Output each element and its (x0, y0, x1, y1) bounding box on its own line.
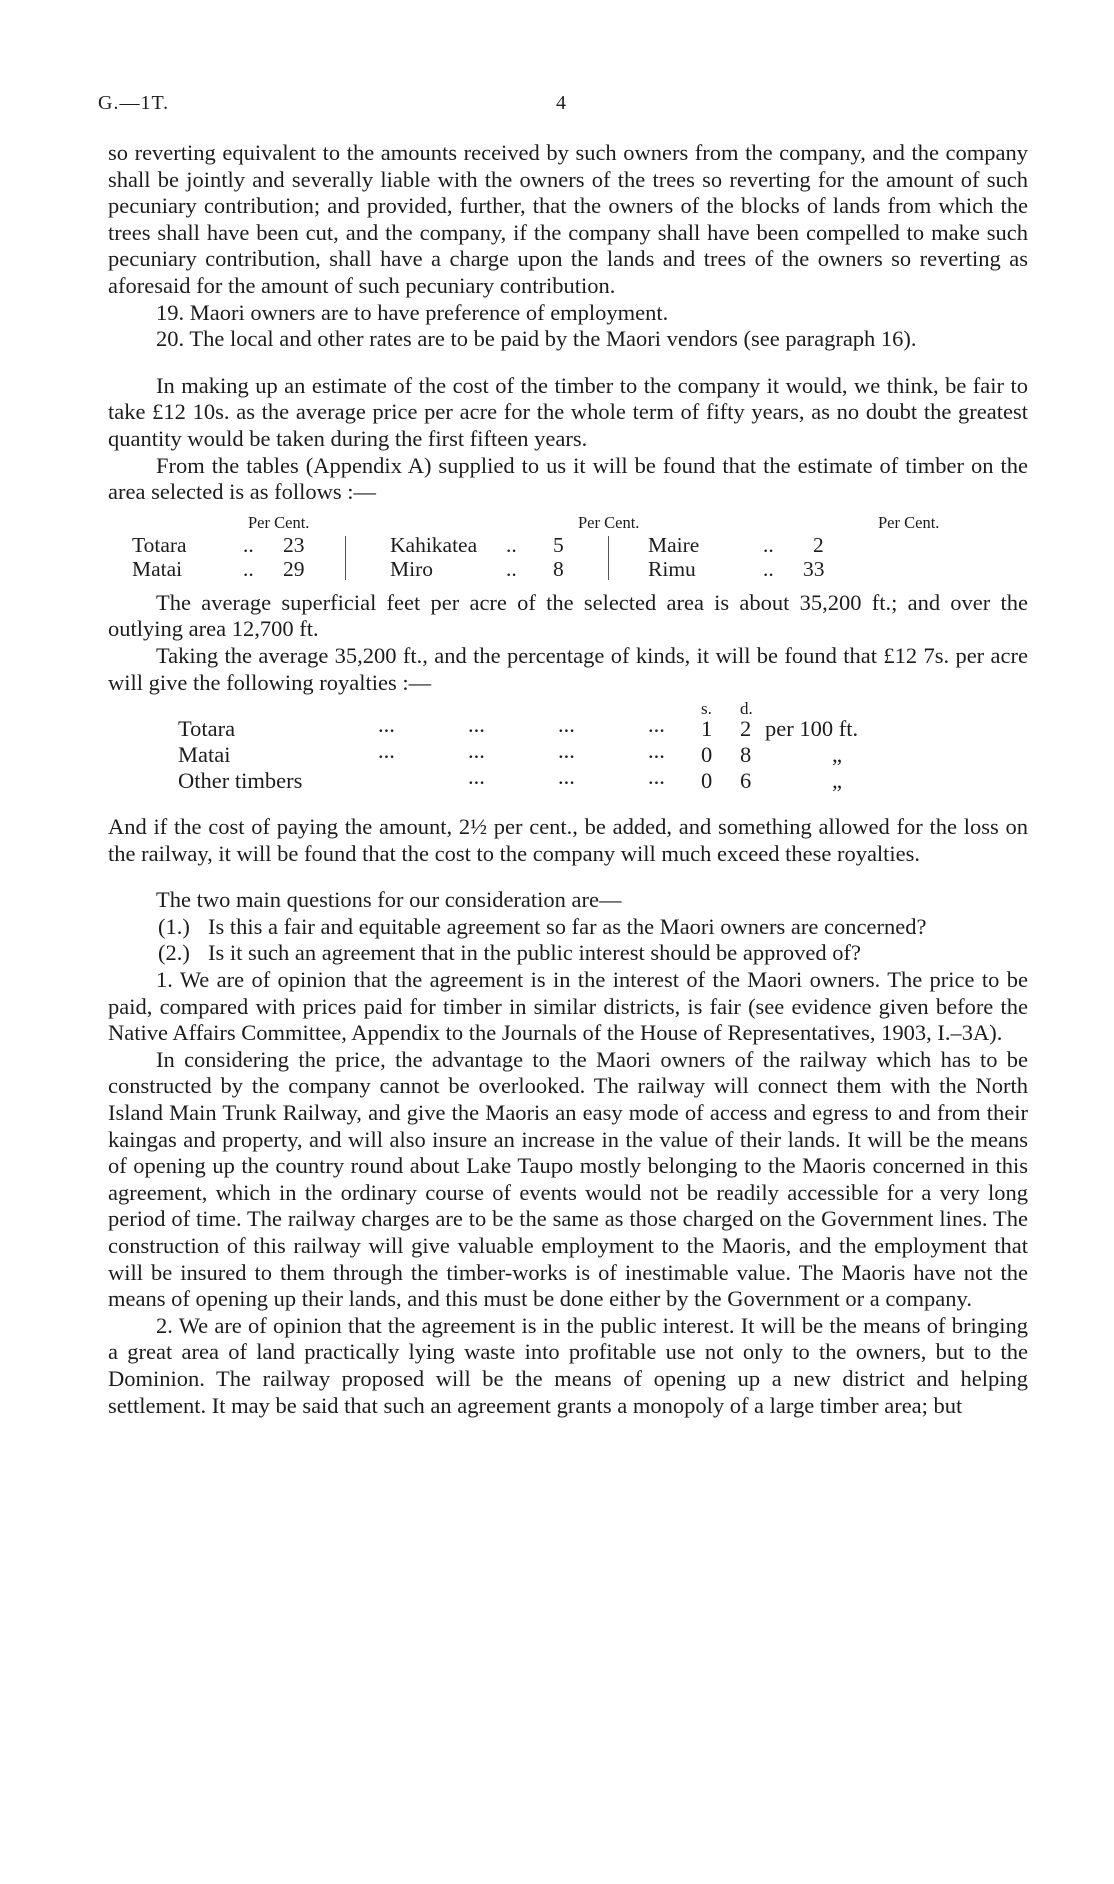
paragraph-continuation: so reverting equivalent to the amounts received by such owners from the company, and the company shall be jointly and severally liable with the owners of the trees so reverting for the amount of such pecuniary contribution; and provided, further, that the owners of the blocks of lands from which the trees shall have been cut, and the company, if the company shall have been compelled to make such pecuniary contribution, shall have a charge upon the lands and trees of the owners so reverting as aforesaid for the amount of such pecuniary contribution. (108, 140, 1028, 298)
leader-dots: .. (506, 556, 517, 581)
percent-value: 23 (283, 532, 305, 557)
pence-value: 8 (740, 742, 752, 768)
leader-dots: ... (468, 738, 485, 764)
timber-percentage-table (108, 510, 1028, 582)
paragraph-average: The average superficial feet per acre of the selected area is about 35,200 ft.; and over the outlying area 12,700 ft. (108, 589, 1028, 642)
species-name: Totara (132, 532, 187, 557)
royalties-table (108, 696, 1028, 814)
ditto-mark: „ (832, 742, 842, 768)
leader-dots: .. (243, 556, 254, 581)
leader-dots: .. (763, 532, 774, 557)
question-item (158, 940, 1028, 967)
leader-dots: ... (558, 738, 575, 764)
species-name: Rimu (648, 556, 696, 581)
question-item (158, 914, 1028, 941)
page-body (108, 140, 1028, 1419)
document-reference: G.—1T. (98, 92, 170, 114)
paragraph-answer-2: 2. We are of opinion that the agreement is in the public interest. It will be the means of bringing a great area of land practically lying waste into profitable use not only to the owners, but to the Dominion. The railway proposed will be the means of opening up a new district and helping settlement. It may be said that such an agreement grants a monopoly of a large timber area; but (108, 1312, 1028, 1418)
leader-dots: ... (648, 764, 665, 790)
leader-dots: ... (648, 712, 665, 738)
paragraph-questions-intro: The two main questions for our consideration are— (156, 887, 622, 913)
pence-value: 2 (740, 716, 752, 742)
percent-value: 33 (803, 556, 825, 581)
timber-name: Totara (178, 716, 236, 742)
leader-dots: ... (558, 712, 575, 738)
shillings-value: 0 (701, 742, 713, 768)
leader-dots: .. (243, 532, 254, 557)
question-number: (1.) (158, 913, 190, 939)
shillings-value: 0 (701, 768, 713, 794)
percent-value: 2 (813, 532, 824, 557)
percent-value: 8 (553, 556, 564, 581)
question-number: (2.) (158, 940, 190, 966)
paragraph-taking: Taking the average 35,200 ft., and the percentage of kinds, it will be found that £12 7s. per acre will give the following royalties :— (108, 642, 1028, 695)
pence-header: d. (740, 699, 753, 719)
question-text: Is it such an agreement that in the public interest should be approved of? (208, 940, 861, 966)
pence-value: 6 (740, 768, 752, 794)
leader-dots: ... (468, 764, 485, 790)
paragraph-cost: And if the cost of paying the amount, 2½ per cent., be added, and something allowed for the loss on the railway, it will be found that the cost to the company will much exceed these royalties. (108, 814, 1028, 866)
leader-dots: .. (763, 556, 774, 581)
ditto-mark: „ (832, 768, 842, 794)
shillings-value: 1 (701, 716, 713, 742)
percent-value: 5 (553, 532, 564, 557)
question-text: Is this a fair and equitable agreement so far as the Maori owners are concerned? (208, 913, 927, 939)
timber-name: Matai (178, 742, 231, 768)
leader-dots: ... (378, 712, 395, 738)
paragraph-tables-intro: From the tables (Appendix A) supplied to us it will be found that the estimate of timber on the area selected is as follows :— (108, 452, 1028, 505)
unit-label: per 100 ft. (765, 716, 859, 742)
leader-dots: ... (648, 738, 665, 764)
page-number: 4 (556, 92, 566, 114)
column-divider (345, 536, 346, 580)
species-name: Kahikatea (390, 532, 478, 557)
shillings-header: s. (701, 699, 712, 719)
species-name: Matai (132, 556, 183, 581)
questions-list (158, 914, 1028, 967)
paragraph-estimate: In making up an estimate of the cost of the timber to the company it would, we think, be fair to take £12 10s. as the average price per acre for the whole term of fifty years, as no doubt the greatest quantity would be taken during the first fifteen years. (108, 372, 1028, 451)
clause-20: 20. The local and other rates are to be paid by the Maori vendors (see paragraph 16). (156, 326, 917, 352)
column-header: Per Cent. (878, 512, 940, 532)
leader-dots: ... (558, 764, 575, 790)
leader-dots: .. (506, 532, 517, 557)
column-header: Per Cent. (248, 512, 310, 532)
timber-name: Other timbers (178, 768, 303, 794)
leader-dots: ... (468, 712, 485, 738)
clause-19: 19. Maori owners are to have preference of employment. (156, 299, 669, 325)
column-divider (608, 536, 609, 580)
paragraph-considering: In considering the price, the advantage to the Maori owners of the railway which has to be constructed by the company cannot be overlooked. The railway will connect them with the North Island Main Trunk Railway, and give the Maoris an easy mode of access and egress to and from their kaingas and property, and will also insure an increase in the value of their lands. It will be the means of opening up the country round about Lake Taupo mostly belonging to the Maoris concerned in this agreement, which in the ordinary course of events would not be readily accessible for a very long period of time. The railway charges are to be the same as those charged on the Government lines. The construction of this railway will give valuable employment to the Maoris, and the employment that will be insured to them through the timber-works is of inestimable value. The Maoris have not the means of opening up their lands, and this must be done either by the Government or a company. (108, 1046, 1028, 1312)
percent-value: 29 (283, 556, 305, 581)
species-name: Maire (648, 532, 700, 557)
species-name: Miro (390, 556, 433, 581)
paragraph-answer-1: 1. We are of opinion that the agreement is in the interest of the Maori owners. The price to be paid, compared with prices paid for timber in similar districts, is fair (see evidence given before the Native Affairs Committee, Appendix to the Journals of the House of Representatives, 1903, I.–3A). (108, 967, 1028, 1046)
leader-dots: ... (378, 738, 395, 764)
column-header: Per Cent. (578, 512, 640, 532)
page-header (98, 92, 1038, 122)
